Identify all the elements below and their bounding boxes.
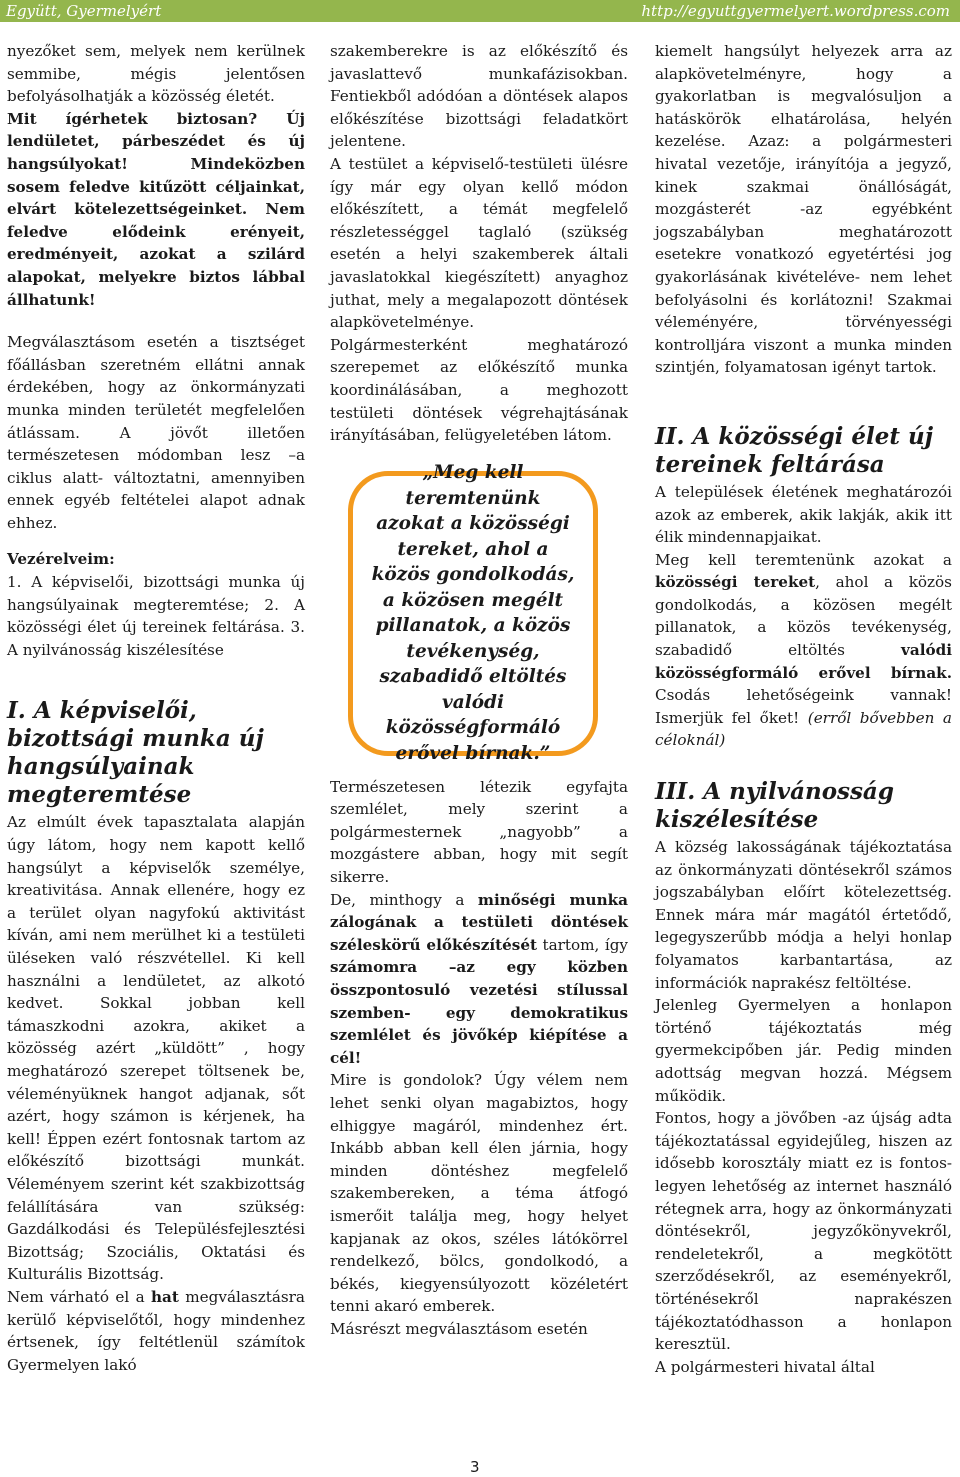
text-run-bold: hat [151,1287,179,1306]
section-heading-2: II. A közösségi élet új tereinek feltárása [655,422,934,478]
spacer [655,379,952,415]
paragraph [330,889,628,1070]
spacer [7,661,305,689]
header-title: Együtt, Gyermelyért [6,2,162,20]
text-run-bold: valódi közösségformáló erővel bírnak. [655,641,952,682]
paragraph: szakemberekre is az előkészítő és javaslattevő munkafázisokban. Fentiekből adódóan a döntések alapos előkészítése bizottsági feladatkört jelentene. [330,42,628,151]
text-run: megválasztásra kerülő képviselőtől, hogy mindenhez értsenek, így feltétlenül számítok Gyermelyen lakó [7,1287,305,1374]
paragraph: A község lakosságának tájékoztatása az önkormányzati döntésekről számos jogszabályban előírt kötelezettség. Ennek mára már magától értetődő, legegyszerűbb módja a helyi honlap folyamatos karbantartása, az információk naprakész feltöltése. [655,838,952,992]
paragraph: Természetesen létezik egyfajta szemlélet, mely szerint a polgármesternek „nagyobb” a mozgástere abban, hogy mit segít sikerre. [330,777,628,887]
text-run: Nem várható el a [7,1287,151,1306]
paragraph: Fontos, hogy a jövőben -az újság adta tájékoztatással egyidejűleg, hiszen az idősebb korosztály miatt ez is fontos- legyen lehetőség az internet használó rétegnek arra, hogy az önkormányzati döntésekről, jegyzőkönyvekről, rendeletekről, a megkötött szerződésekről, az eseményekről, történésekről naprakészen tájékoztatódhasson a honlapon keresztül. [655,1109,952,1354]
column-2 [330,40,628,1341]
paragraph: Polgármesterként meghatározó szerepemet az előkészítő munka koordinálásában, a meghozott testületi döntések végrehajtásának irányításában, felügyeletében látom. [330,335,628,445]
paragraph-bold: Mit ígérhetek biztosan? Új lendületet, párbeszédet és új hangsúlyokat! Mindeközben sosem feledve kitűzött céljainkat, elvárt kötelezettségeinket. Nem feledve elődeink erényeit, eredményeit, azokat a szilárd alapokat, melyekre biztos lábbal állhatunk! [7,109,305,309]
paragraph: Másrészt megválasztásom esetén [330,1319,588,1338]
pull-quote-text: „Meg kell teremtenünk azokat a közösségi tereket, ahol a közös gondolkodás, a közösen megélt pillanatok, a közös tevékenység, szabadidő eltöltés valódi közösségformáló erővel bírnak.” [371,462,575,764]
paragraph: Mire is gondolok? Úgy vélem nem lehet senki olyan magabiztos, hogy elhiggye magáról, mindenhez ért. Inkább abban kell élen járnia, hogy minden döntéshez megfelelő szakembereken, a téma átfogó ismerőit találja meg, hogy helyet kapjanak az okos, széles látókörrel rendelkező, bölcs, gondolkodó, a békés, kiegyensúlyozott közéletért tenni akaró emberek. [330,1071,628,1316]
paragraph: A testület a képviselő-testületi ülésre így már egy olyan kellő módon előkészített, a témát megfelelő részletességgel taglaló (szükség esetén a helyi szakemberek általi javaslatokkal kiegészített) anyaghoz juthat, mely a megalapozott döntések alapkövetelménye. [330,154,628,332]
text-run: Azaz: a polgármesteri hivatal vezetője, irányítója a jegyző, kinek szakmai önállóságát, mozgásterét -az egyébként jogszabályban meghatározott esetekre vonatkozó egyetértési jog gyakorlásának kivételéve- nem lehet befolyásolni és korlátozni! Szakmai véleményére, törvényességi kontrolljára viszont a munka minden szintjén, folyamatosan igényt tartok. [655,132,952,377]
page-number: 3 [470,1458,480,1476]
section-heading-1: I. A képviselői, bizottsági munka új hangsúlyainak megteremtése [7,697,264,809]
paragraph [655,549,952,752]
paragraph: nyezőket sem, melyek nem kerülnek semmibe, mégis jelentősen befolyásolhatják a közösség életét. [7,42,305,106]
text-run-italic: (erről bővebben a céloknál) [655,708,952,750]
paragraph: A települések életének meghatározói azok az emberek, akik lakják, akik itt élik mindennapjaikat. [655,482,952,547]
paragraph [655,40,952,379]
paragraph: A polgármesteri hivatal által [655,1357,875,1376]
header-url[interactable]: http://egyuttgyermelyert.wordpress.com [641,2,950,20]
principles-list: 1. A képviselői, bizottsági munka új hangsúlyainak megteremtése; 2. A közösségi élet új tereinek feltárása. 3. A nyilvánosság kiszélesítése [7,573,305,659]
principles-label: Vezérelveim: [7,550,115,569]
spacer [655,752,952,770]
text-run: , ahol a közös gondolkodás, a közösen megélt pillanatok, a közös tevékenység, szabadidő eltöltés [655,573,952,660]
text-run: Csodás lehetőségeink vannak! Ismerjük fel őket! [655,686,952,727]
paragraph: Az elmúlt évek tapasztalata alapján úgy látom, hogy nem kapott kellő hangsúlyt a képviselők személye, kreativitása. Annak ellenére, hogy ez a terület olyan nagyfokú aktivitást kíván, ami nem merülhet ki a testületi üléseken való részvétellel. Ki kell használni a lendületet, az alkotó kedvet. Sokkal jobban kell támaszkodni azokra, akiket a közösség azért „küldött” , hogy meghatározó szerepet töltsenek be, véleményüknek hangot adjanak, sőt azért, hogy számon is kérjenek, ha kell! Éppen ezért fontosnak tartom az előkészítő bizottsági munkát. Véleményem szerint két szakbizottság felállítására van szükség: Gazdálkodási és Településfejlesztési Bizottság; Szociális, Oktatási és Kulturális Bizottság. [7,813,305,1284]
text-run: De, minthogy a [330,890,478,909]
text-run: Meg kell teremtenünk azokat a [655,550,952,569]
column-1 [7,40,305,1376]
paragraph: Jelenleg Gyermelyen a honlapon történő tájékoztatás még gyermekcipőben jár. Pedig minden adottság megvan hozzá. Mégsem működik. [655,996,952,1105]
page-header [0,0,960,22]
text-run: Megválasztásom esetén a tisztséget főállásban szeretném ellátni annak érdekében, hogy az önkormányzati munka minden területét megfelelően átlássam. [7,333,305,442]
text-run: tartom, így [537,935,628,954]
text-run-bold: közösségi tereket [655,573,816,592]
pull-quote-box [348,462,598,764]
text-run-bold: számomra –az egy közben összpontosuló vezetési stílussal szemben- egy demokratikus szemlélet és jövőkép kiépítése a cél! [330,958,628,1067]
spacer [7,534,305,548]
paragraph [7,1286,305,1376]
column-3 [655,40,952,1378]
spacer [7,311,305,331]
section-heading-3: III. A nyilvánosság kiszélesítése [655,778,894,834]
text-run: kiemelt hangsúlyt helyezek arra az alapkövetelményre, hogy a gyakorlatban is megvalósuljon a hatáskörök elhatárolása, helyén kezelése. [655,42,952,151]
text-run-bold: minőségi munka zálogának a testületi döntések széleskörű előkészítését [330,890,628,954]
text-run: A jövőt illetően természetesen módomban lesz –a ciklus alatt- változtatni, amennyiben ennek egyéb feltételei alapot adnak ehhez. [7,423,305,532]
paragraph [7,331,305,534]
